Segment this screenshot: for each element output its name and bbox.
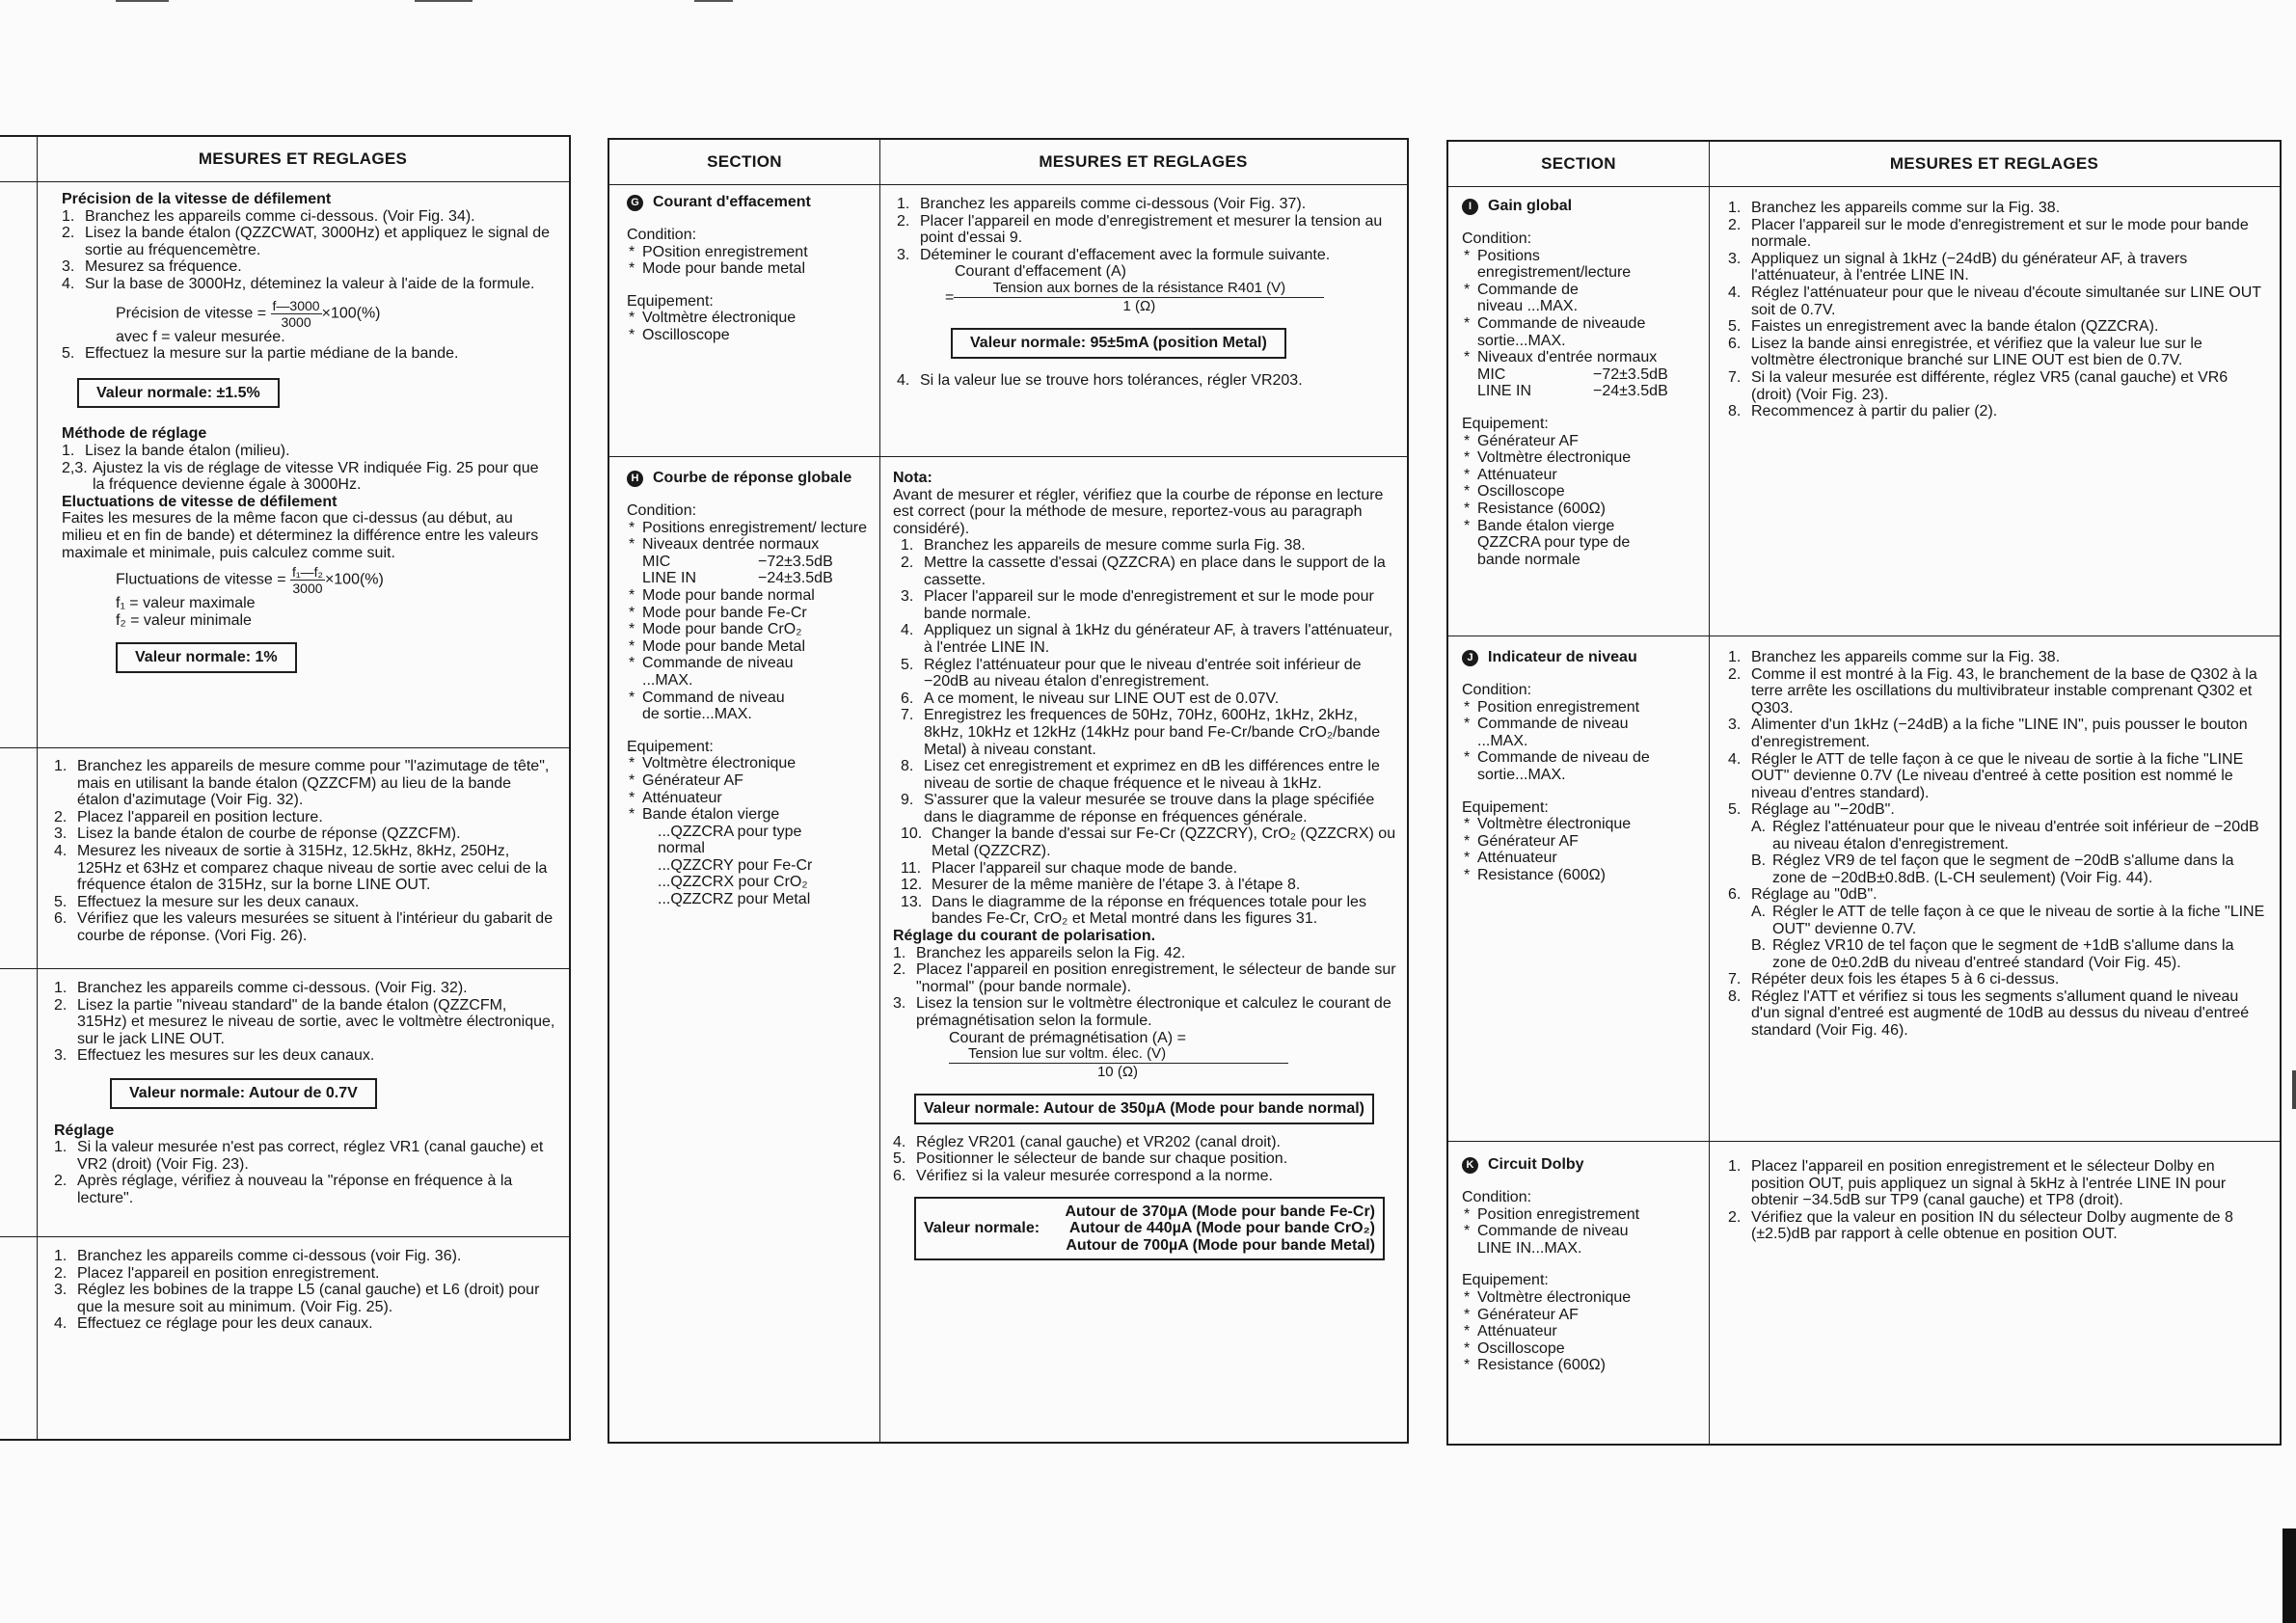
formula-fluctuation: Fluctuations de vitesse = $\frac{\text{f₁—f₂}}{3000}$ ×100(%) xyxy=(116,564,384,597)
equipment-label: Equipement: xyxy=(1462,1272,1549,1289)
step: 1. Lisez la bande étalon (milieu). xyxy=(62,442,290,459)
tape-item: ...QZZCRA pour type normal xyxy=(658,823,802,857)
right-edge-tick xyxy=(2292,1070,2296,1109)
step: 5. Faistes un enregistrement avec la bande étalon (QZZCRA). xyxy=(1728,318,2159,336)
condition-label: Condition: xyxy=(627,227,697,243)
section-i xyxy=(1462,198,1705,632)
step: 4. Effectuez ce réglage pour les deux canaux. xyxy=(54,1315,373,1333)
condition-item: * Position enregistrement xyxy=(1462,1206,1686,1224)
step: 6. Lisez la bande ainsi enregistrée, et vérifiez que la valeur lue sur le voltmètre électronique branché sur LINE OUT est bien de 0.7V. xyxy=(1728,335,2202,369)
condition-item: * Commande de niveau de sortie...MAX. xyxy=(1462,749,1676,783)
step: 2,3. Ajustez la vis de réglage de vitesse VR indiquée Fig. 25 pour que la fréquence devienne égale à 3000Hz. xyxy=(62,459,539,494)
step: 2. Placer l'appareil sur le mode d'enregistrement et sur le mode pour bande normale. xyxy=(1728,216,2249,251)
step: 1. Branchez les appareils comme ci-dessous (Voir Fig. 37). xyxy=(897,196,1307,212)
equipment-item: * Oscilloscope xyxy=(1462,1340,1705,1358)
condition-item: * Commande de niveau LINE IN...MAX. xyxy=(1462,1223,1686,1257)
cell-title: Précision de la vitesse de défilement xyxy=(62,191,332,207)
equipment-label: Equipement: xyxy=(1462,798,1549,816)
tape-item: ...QZZCRX pour CrO₂ xyxy=(658,874,808,891)
equipment-item: * Voltmètre électronique xyxy=(627,310,873,327)
equipment-item: * Bande étalon vierge QZZCRA pour type de bande normale xyxy=(1462,518,1666,569)
formula-title: Courant d'effacement (A) xyxy=(955,263,1126,281)
step: 6. A ce moment, le niveau sur LINE OUT est de 0.07V. xyxy=(901,690,1280,707)
sub-step: A. Réglez l'atténuateur pour que le niveau d'entrée soit inférieur de −20dB au niveau étalon d'enregistrement. xyxy=(1751,818,2259,852)
middle-header-mesures: MESURES ET REGLAGES xyxy=(1039,152,1248,172)
equipment-item: * Oscilloscope xyxy=(627,327,873,344)
step: 5. Effectuez la mesure sur la partie médiane de la bande. xyxy=(62,345,459,363)
section-h-mesures xyxy=(893,470,1396,1434)
section-letter-icon: H xyxy=(627,471,643,487)
equipment-item: * Resistance (600Ω) xyxy=(1462,867,1705,884)
step: 5. Effectuez la mesure sur les deux canaux. xyxy=(54,893,360,910)
step: 1. Branchez les appareils selon la Fig. 42. xyxy=(893,944,1186,961)
formula-polarisation: $\frac{\text{Tension lue sur voltm. élec. (V)}}{10 (\Omega)}$ xyxy=(893,1046,1396,1080)
left-cell-niveau xyxy=(54,980,555,1232)
step: 5. Positionner le sélecteur de bande sur chaque position. xyxy=(893,1150,1288,1168)
step: 1. Branchez les appareils comme sur la Fig. 38. xyxy=(1728,200,2061,216)
formula-where: f₂ = valeur minimale xyxy=(116,611,252,629)
tape-item: ...QZZCRZ pour Metal xyxy=(658,891,811,908)
step: 7. Répéter deux fois les étapes 5 à 6 ci-dessus. xyxy=(1728,971,2060,988)
section-i-mesures xyxy=(1728,200,2268,632)
step: 2. Placez l'appareil en position enregistrement. xyxy=(54,1264,380,1282)
equipment-label: Equipement: xyxy=(627,292,714,310)
step: 1. Branchez les appareils comme ci-dessous (voir Fig. 36). xyxy=(54,1248,462,1264)
normal-value-box: Valeur normale: Autour de 0.7V xyxy=(110,1078,377,1109)
sub-step: B. Réglez VR10 de tel façon que le segment de +1dB s'allume dans la zone de 0±0.2dB du niveau d'entreé standard (Voir Fig. 45). xyxy=(1751,937,2234,971)
step: 4. Sur la base de 3000Hz, déteminez la valeur à l'aide de la formule. xyxy=(62,275,535,292)
condition-item: * Command de niveau de sortie...MAX. xyxy=(627,690,873,723)
step: 1. Placez l'appareil en position enregistrement et le sélecteur Dolby en position OUT, puis appliquez un signal à 5kHz à l'entrée LINE IN pour obtenir −34.5dB sur TP9 (canal gauche) et TP8 (droit). xyxy=(1728,1158,2227,1209)
condition-item: * Mode pour bande normal xyxy=(627,587,873,605)
step: 9. S'assurer que la valeur mesurée se trouve dans la plage spécifiée dans le diagramme de réponse en fréquences générale. xyxy=(901,792,1375,825)
condition-label: Condition: xyxy=(627,502,697,519)
equipment-item: * Générateur AF xyxy=(1462,433,1666,450)
top-edge-mark xyxy=(415,0,473,2)
condition-item: * Commande de niveau ...MAX. xyxy=(1462,716,1676,749)
formula-title: Courant de prémagnétisation (A) = xyxy=(949,1029,1186,1046)
step: 2. Placer l'appareil en mode d'enregistrement et mesurer la tension au point d'essai 9. xyxy=(897,212,1383,247)
normal-value-box: Valeur normale: Autour de 350µA (Mode pour bande normal) xyxy=(914,1094,1374,1124)
equipment-item: * Atténuateur xyxy=(1462,467,1666,484)
sub-step: A. Régler le ATT de telle façon à ce que le niveau de sortie à la fiche "LINE OUT" devienne 0.7V. xyxy=(1751,903,2265,937)
formula-where: avec f = valeur mesurée. xyxy=(116,328,285,345)
section-h xyxy=(627,470,873,1434)
equipment-item: * Voltmètre électronique xyxy=(627,755,873,772)
paragraph: Faites les mesures de la même facon que ci-dessus (au début, au milieu et en fin de bande) et déterminez la différence entre les valeurs maximale et minimale, puis calculez comme suit. xyxy=(62,510,539,561)
condition-item: * Mode pour bande metal xyxy=(627,260,873,278)
condition-item: * Niveaux dentrée normaux xyxy=(627,536,873,554)
step: 4. Appliquez un signal à 1kHz du générateur AF, à travers l'atténuateur, à l'entrée LINE IN. xyxy=(901,622,1393,656)
condition-item: * Position enregistrement xyxy=(1462,699,1676,717)
step: 4. Réglez l'atténuateur pour que le niveau d'écoute simultanée sur LINE OUT soit de 0.7V. xyxy=(1728,284,2261,318)
step: 3. Lisez la bande étalon de courbe de réponse (QZZCFM). xyxy=(54,825,461,843)
normal-value-box: Valeur normale: ±1.5% xyxy=(77,378,280,409)
step: 3. Réglez les bobines de la trappe L5 (canal gauche) et L6 (droit) pour que la mesure soit au minimum. (Voir Fig. 25). xyxy=(54,1282,540,1315)
section-title: Courant d'effacement xyxy=(653,194,811,210)
step: 3. Alimenter d'un 1kHz (−24dB) a la fiche "LINE IN", puis pousser le bouton d'enregistrement. xyxy=(1728,717,2248,750)
section-k xyxy=(1462,1156,1705,1436)
step: 4. Si la valeur lue se trouve hors tolérances, régler VR203. xyxy=(897,371,1303,389)
section-title: Gain global xyxy=(1488,198,1573,214)
step: 4. Régler le ATT de telle façon à ce que le niveau de sortie à la fiche "LINE OUT" devienne 0.7V (Le niveau d'entreé à cette position est nommé le niveau d'entres standard). xyxy=(1728,750,2244,801)
condition-item: * Commande de niveau ...MAX. xyxy=(1462,282,1666,315)
nota-text: Avant de mesurer et régler, vérifiez que la courbe de réponse en lecture est correct (pour la méthode de mesure, reportez-vous au paragraph considéré). xyxy=(893,486,1384,537)
condition-item: * POsition enregistrement xyxy=(627,244,873,261)
equipment-item: * Oscilloscope xyxy=(1462,483,1666,500)
middle-table xyxy=(608,138,1409,1444)
left-table xyxy=(0,135,571,1441)
equipment-item: * Atténuateur xyxy=(1462,850,1705,867)
condition-label: Condition: xyxy=(1462,682,1532,698)
top-edge-mark xyxy=(694,0,733,2)
left-cell-vitesse xyxy=(62,191,554,741)
left-cell-reponse xyxy=(54,758,555,962)
equipment-item: * Resistance (600Ω) xyxy=(1462,500,1666,518)
equipment-item: * Générateur AF xyxy=(1462,1307,1705,1324)
step: 3. Lisez la tension sur le voltmètre électronique et calculez le courant de prémagnétisation selon la formule. xyxy=(893,995,1391,1029)
condition-item: * Mode pour bande Fe-Cr xyxy=(627,605,873,622)
step: 4. Mesurez les niveaux de sortie à 315Hz, 12.5kHz, 8kHz, 250Hz, 125Hz et 63Hz et comparez chaque niveau de sortie avec celui de la fréquence étalon de 315Hz, sur la borne LINE OUT. xyxy=(54,842,548,894)
level-row: MIC −72±3.5dB xyxy=(642,553,833,570)
step: 5. Réglez l'atténuateur pour que le niveau d'entrée soit inférieur de −20dB au niveau étalon d'enregistrement. xyxy=(901,656,1362,690)
right-header-mesures: MESURES ET REGLAGES xyxy=(1889,154,2099,174)
nota-title: Nota: xyxy=(893,470,932,486)
section-g-mesures xyxy=(897,196,1393,454)
step: 8. Lisez cet enregistrement et exprimez en dB les différences entre le niveau de sortie de chaque fréquence et le niveau à 1kHz. xyxy=(901,758,1380,792)
step-list xyxy=(62,208,554,293)
section-letter-icon: J xyxy=(1462,650,1478,666)
level-row: LINE IN −24±3.5dB xyxy=(642,570,833,587)
left-header-mesures: MESURES ET REGLAGES xyxy=(198,149,408,169)
section-j-mesures xyxy=(1728,649,2268,1136)
step: 1. Si la valeur mesurée n'est pas correct, réglez VR1 (canal gauche) et VR2 (droit) (Voir Fig. 23). xyxy=(54,1139,544,1173)
step: 1. Branchez les appareils comme ci-dessous. (Voir Fig. 32). xyxy=(54,980,468,996)
step: 2. Lisez la bande étalon (QZZCWAT, 3000Hz) et appliquez le signal de sortie au fréquencemètre. xyxy=(62,225,551,258)
normal-value-box: Valeur normale: 1% xyxy=(116,642,297,673)
section-k-mesures xyxy=(1728,1158,2268,1436)
right-header-section: SECTION xyxy=(1541,154,1616,174)
normal-values-box: Valeur normale: Autour de 370µA (Mode pour bande Fe-Cr) Autour de 440µA (Mode pour bande CrO₂) Autour de 700µA (Mode pour bande Metal) xyxy=(914,1197,1385,1261)
condition-item: * Positions enregistrement/ lecture xyxy=(627,520,873,537)
sub-step: B. Réglez VR9 de tel façon que le segment de −20dB s'allume dans la zone de −20dB±0.8dB. (L-CH seulement) (Voir Fig. 44). xyxy=(1751,852,2234,886)
step: 2. Vérifiez que la valeur en position IN du sélecteur Dolby augmente de 8 (±2.5)dB par rapport à celle obtenue en position OUT. xyxy=(1728,1208,2233,1243)
section-letter-icon: I xyxy=(1462,199,1478,215)
cell-subtitle: Réglage xyxy=(54,1122,115,1139)
condition-item: * Commande de niveaude sortie...MAX. xyxy=(1462,315,1666,349)
step: 8. Recommencez à partir du palier (2). xyxy=(1728,403,1998,420)
step: 8. Réglez l'ATT et vérifiez si tous les segments s'allument quand le niveau d'un signal d'entreé est augmenté de 10dB au dessus du niveau d'entreé standard (Voir Fig. 46). xyxy=(1728,987,2250,1040)
equipment-item: * Voltmètre électronique xyxy=(1462,816,1705,833)
step: 2. Après réglage, vérifiez à nouveau la "réponse en fréquence à la lecture". xyxy=(54,1173,513,1206)
condition-item: * Mode pour bande Metal xyxy=(627,638,873,656)
section-title: Indicateur de niveau xyxy=(1488,649,1637,665)
step: 3. Déteminer le courant d'effacement avec la formule suivante. xyxy=(897,246,1331,263)
step: 2. Mettre la cassette d'essai (QZZCRA) en place dans le support de la cassette. xyxy=(901,554,1386,588)
step: 1. Branchez les appareils de mesure comme pour "l'azimutage de tête", mais en utilisant la bande étalon (QZZCFM) au lieu de la bande étalon d'azimutage (Voir Fig. 32). xyxy=(54,758,550,809)
formula-precision: Précision de vitesse = $\frac{f—3000}{3000}$ ×100(%) xyxy=(116,297,381,330)
step: 6. Réglage au "0dB". xyxy=(1728,886,1877,904)
step: 2. Comme il est montré à la Fig. 43, le branchement de la base de Q302 à la terre arrête les oscillations du multivibrateur instable comprenant Q302 et Q303. xyxy=(1728,665,2257,717)
equipment-item: * Resistance (600Ω) xyxy=(1462,1357,1705,1374)
section-title: Courbe de réponse globale xyxy=(653,470,852,486)
cell-subtitle: Eluctuations de vitesse de défilement xyxy=(62,493,338,510)
tape-item: ...QZZCRY pour Fe-Cr xyxy=(658,856,813,874)
equipment-item: * Atténuateur xyxy=(627,790,873,807)
step: 7. Enregistrez les frequences de 50Hz, 70Hz, 600Hz, 1kHz, 2kHz, 8kHz, 10kHz et 12kHz (14kHz pour band Fe-Cr/bande CrO₂/bande Metal) à niveau constant. xyxy=(901,707,1381,758)
cell-subtitle: Réglage du courant de polarisation. xyxy=(893,928,1156,945)
normal-value-box: Valeur normale: 95±5mA (position Metal) xyxy=(951,328,1286,359)
step: 4. Réglez VR201 (canal gauche) et VR202 (canal droit). xyxy=(893,1133,1281,1150)
section-g xyxy=(627,194,873,454)
step: 1. Branchez les appareils comme sur la Fig. 38. xyxy=(1728,649,2061,665)
middle-header-section: SECTION xyxy=(707,152,782,172)
step: 12. Mesurer de la même manière de l'étape 3. à l'étape 8. xyxy=(901,877,1301,894)
section-title: Circuit Dolby xyxy=(1488,1156,1584,1173)
level-row: MIC −72±3.5dB xyxy=(1477,365,1668,383)
top-edge-mark xyxy=(116,0,169,2)
right-edge-bar xyxy=(2282,1528,2296,1623)
step: 13. Dans le diagramme de la réponse en fréquences totale pour les bandes Fe-Cr, CrO₂ et Metal montré dans les figures 31. xyxy=(901,893,1366,928)
condition-label: Condition: xyxy=(1462,1189,1532,1205)
formula-effacement: = $\frac{\text{Tension aux bornes de la résistance R401 (V)}}{1 (\Omega)}$ xyxy=(897,281,1393,314)
step: 5. Réglage au "−20dB". xyxy=(1728,801,1895,819)
step: 10. Changer la bande d'essai sur Fe-Cr (QZZCRY), CrO₂ (QZZCRX) ou Metal (QZZCRZ). xyxy=(901,825,1396,860)
step: 2. Placez l'appareil en position lecture. xyxy=(54,808,323,825)
equipment-item: * Voltmètre électronique xyxy=(1462,1289,1705,1307)
section-j xyxy=(1462,649,1705,1136)
left-cell-trappe xyxy=(54,1248,555,1431)
formula-where: f₁ = valeur maximale xyxy=(116,595,256,612)
step: 1. Branchez les appareils comme ci-dessous. (Voir Fig. 34). xyxy=(62,207,475,225)
step: 3. Mesurez sa fréquence. xyxy=(62,258,242,276)
condition-label: Condition: xyxy=(1462,230,1532,247)
level-row: LINE IN −24±3.5dB xyxy=(1477,383,1668,400)
equipment-item: * Atténuateur xyxy=(1462,1323,1705,1340)
step: 3. Placer l'appareil sur le mode d'enregistrement et sur le mode pour bande normale. xyxy=(901,588,1374,622)
equipment-item: * Bande étalon vierge xyxy=(627,806,873,824)
equipment-label: Equipement: xyxy=(627,738,714,755)
cell-subtitle: Méthode de réglage xyxy=(62,425,207,443)
condition-item: * Mode pour bande CrO₂ xyxy=(627,621,873,638)
step: 2. Placez l'appareil en position enregistrement, le sélecteur de bande sur "normal" (pour bande normale). xyxy=(893,961,1396,995)
step: 2. Lisez la partie "niveau standard" de la bande étalon (QZZCFM, 315Hz) et mesurez le niveau de sortie, avec le voltmètre électronique, sur le jack LINE OUT. xyxy=(54,996,555,1047)
section-letter-icon: K xyxy=(1462,1157,1478,1174)
step: 1. Branchez les appareils de mesure comme surla Fig. 38. xyxy=(901,537,1306,555)
step: 11. Placer l'appareil sur chaque mode de bande. xyxy=(901,859,1238,877)
equipment-item: * Voltmètre électronique xyxy=(1462,449,1666,467)
equipment-item: * Générateur AF xyxy=(627,772,873,790)
step: 7. Si la valeur mesurée est différente, réglez VR5 (canal gauche) et VR6 (droit) (Voir Fig. 23). xyxy=(1728,368,2228,403)
step: 6. Vérifiez si la valeur mesurée correspond a la norme. xyxy=(893,1167,1273,1184)
equipment-item: * Générateur AF xyxy=(1462,833,1705,851)
right-table xyxy=(1446,140,2282,1446)
step: 6. Vérifiez que les valeurs mesurées se situent à l'intérieur du gabarit de courbe de réponse. (Vori Fig. 26). xyxy=(54,910,554,944)
equipment-label: Equipement: xyxy=(1462,415,1549,432)
condition-item: * Positions enregistrement/lecture xyxy=(1462,248,1666,282)
step: 3. Effectuez les mesures sur les deux canaux. xyxy=(54,1047,375,1065)
condition-item: * Niveaux d'entrée normaux xyxy=(1462,349,1666,366)
condition-item: * Commande de niveau ...MAX. xyxy=(627,655,873,689)
step: 3. Appliquez un signal à 1kHz (−24dB) du générateur AF, à travers l'atténuateur, à l'entrée LINE IN. xyxy=(1728,250,2188,284)
section-letter-icon: G xyxy=(627,195,643,211)
